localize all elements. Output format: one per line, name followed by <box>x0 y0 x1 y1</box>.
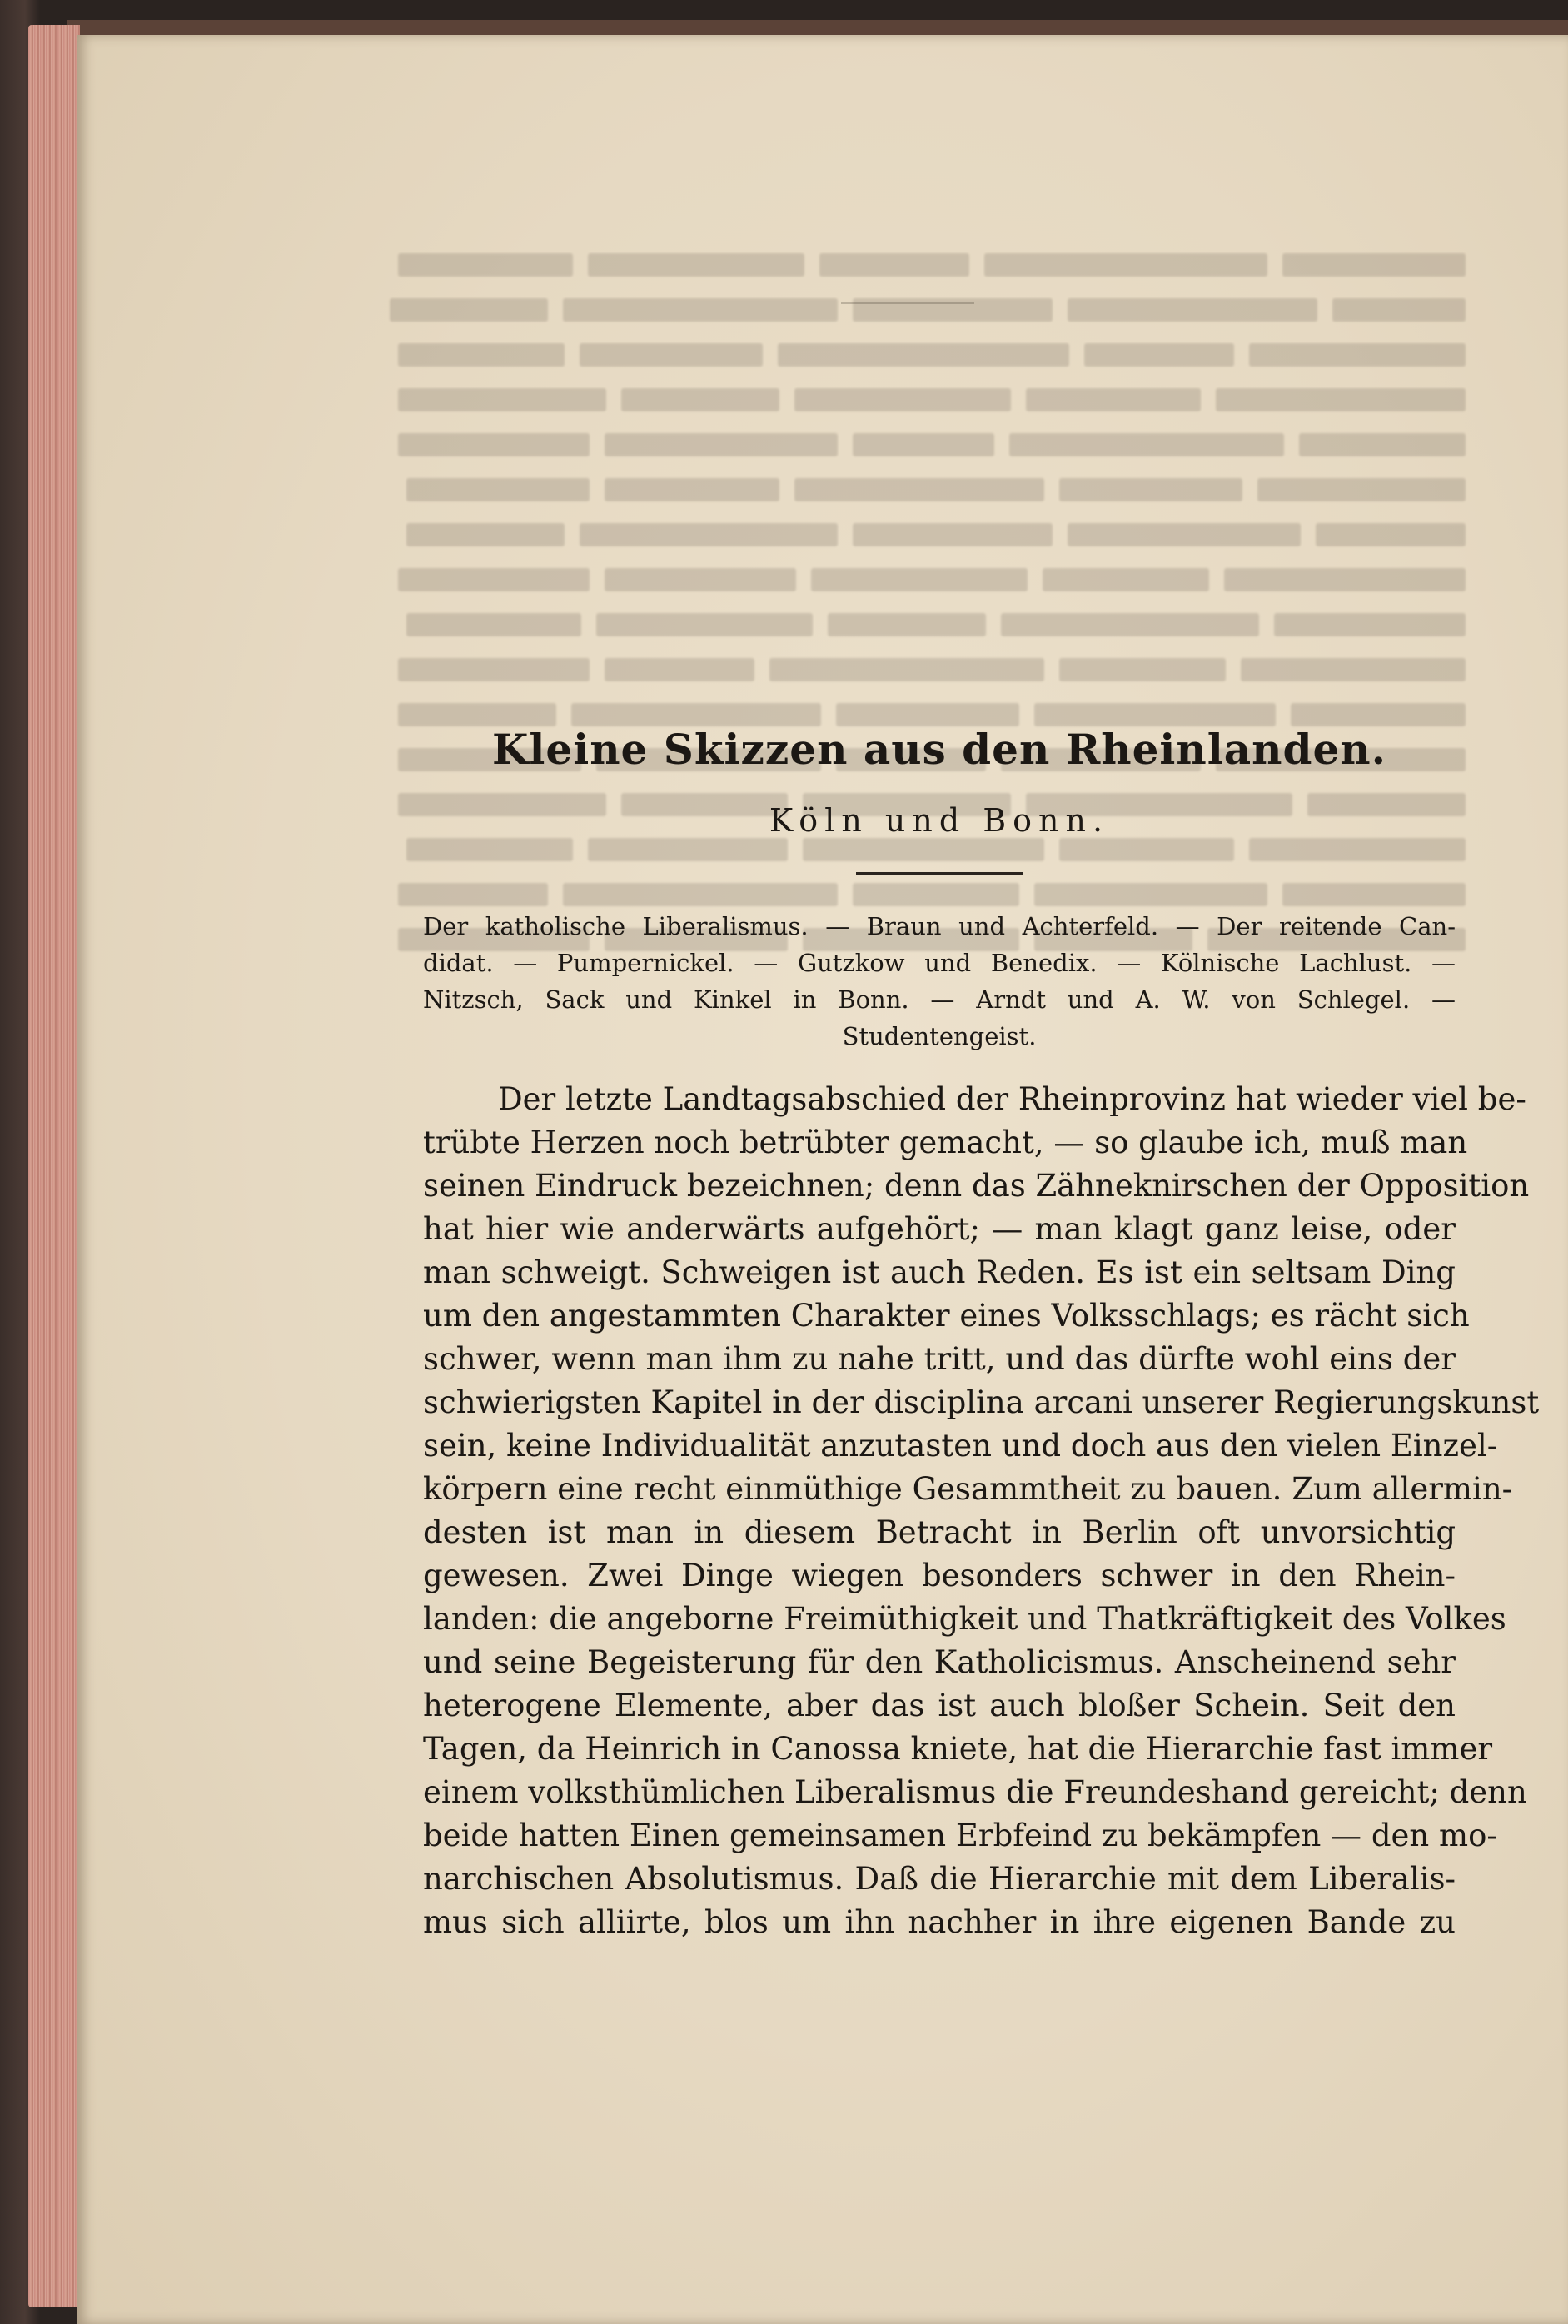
body-line: narchischen Absolutismus. Daß die Hierarchie mit dem Liberalis- <box>423 1861 1456 1897</box>
body-line: um den angestammten Charakter eines Volksschlags; es rächt sich <box>423 1298 1470 1334</box>
body-line: Tagen, da Heinrich in Canossa kniete, hat die Hierarchie fast immer <box>423 1731 1493 1767</box>
body-line: schwer, wenn man ihm zu nahe tritt, und das dürfte wohl eins der <box>423 1341 1456 1377</box>
summary-line: didat. — Pumpernickel. — Gutzkow und Benedix. — Kölnische Lachlust. — <box>423 949 1456 977</box>
body-line: beide hatten Einen gemeinsamen Erbfeind zu bekämpfen — den mo- <box>423 1818 1497 1853</box>
body-line: Der letzte Landtagsabschied der Rheinprovinz hat wieder viel be- <box>498 1081 1526 1117</box>
page-content <box>423 725 1540 1944</box>
body-line: desten ist man in diesem Betracht in Berlin oft unvorsichtig <box>423 1514 1456 1550</box>
bleed-through-rule <box>841 302 974 304</box>
chapter-summary <box>423 908 1456 1055</box>
body-line: sein, keine Individualität anzutasten und doch aus den vielen Einzel- <box>423 1428 1498 1464</box>
body-line: seinen Eindruck bezeichnen; denn das Zähneknirschen der Opposition <box>423 1168 1530 1204</box>
title-rule <box>856 872 1023 875</box>
chapter-subtitle: Köln und Bonn. <box>769 802 1110 839</box>
summary-line: Der katholische Liberalismus. — Braun und Achterfeld. — Der reitende Can- <box>423 912 1456 940</box>
body-line: schwierigsten Kapitel in der disciplina arcani unserer Regierungskunst <box>423 1384 1540 1420</box>
page-block-edge <box>28 25 80 2307</box>
body-line: landen: die angeborne Freimüthigkeit und Thatkräftigkeit des Volkes <box>423 1601 1506 1637</box>
body-line: trübte Herzen noch betrübter gemacht, — so glaube ich, muß man <box>423 1125 1468 1160</box>
body-line: mus sich alliirte, blos um ihn nachher in ihre eigenen Bande zu <box>423 1904 1456 1940</box>
body-line: körpern eine recht einmüthige Gesammtheit zu bauen. Zum allermin- <box>423 1471 1513 1507</box>
body-text <box>423 1078 1540 1944</box>
summary-line: Nitzsch, Sack und Kinkel in Bonn. — Arndt und A. W. von Schlegel. — <box>423 985 1456 1014</box>
chapter-title: Kleine Skizzen aus den Rheinlanden. <box>491 725 1387 774</box>
summary-line: Studentengeist. <box>842 1022 1037 1050</box>
body-line: man schweigt. Schweigen ist auch Reden. Es ist ein seltsam Ding <box>423 1254 1456 1290</box>
body-line: einem volksthümlichen Liberalismus die Freundeshand gereicht; denn <box>423 1774 1527 1810</box>
body-line: gewesen. Zwei Dinge wiegen besonders schwer in den Rhein- <box>423 1558 1456 1593</box>
body-line: und seine Begeisterung für den Katholicismus. Anscheinend sehr <box>423 1644 1456 1680</box>
body-line: hat hier wie anderwärts aufgehört; — man klagt ganz leise, oder <box>423 1211 1456 1247</box>
body-line: heterogene Elemente, aber das ist auch bloßer Schein. Seit den <box>423 1688 1456 1723</box>
